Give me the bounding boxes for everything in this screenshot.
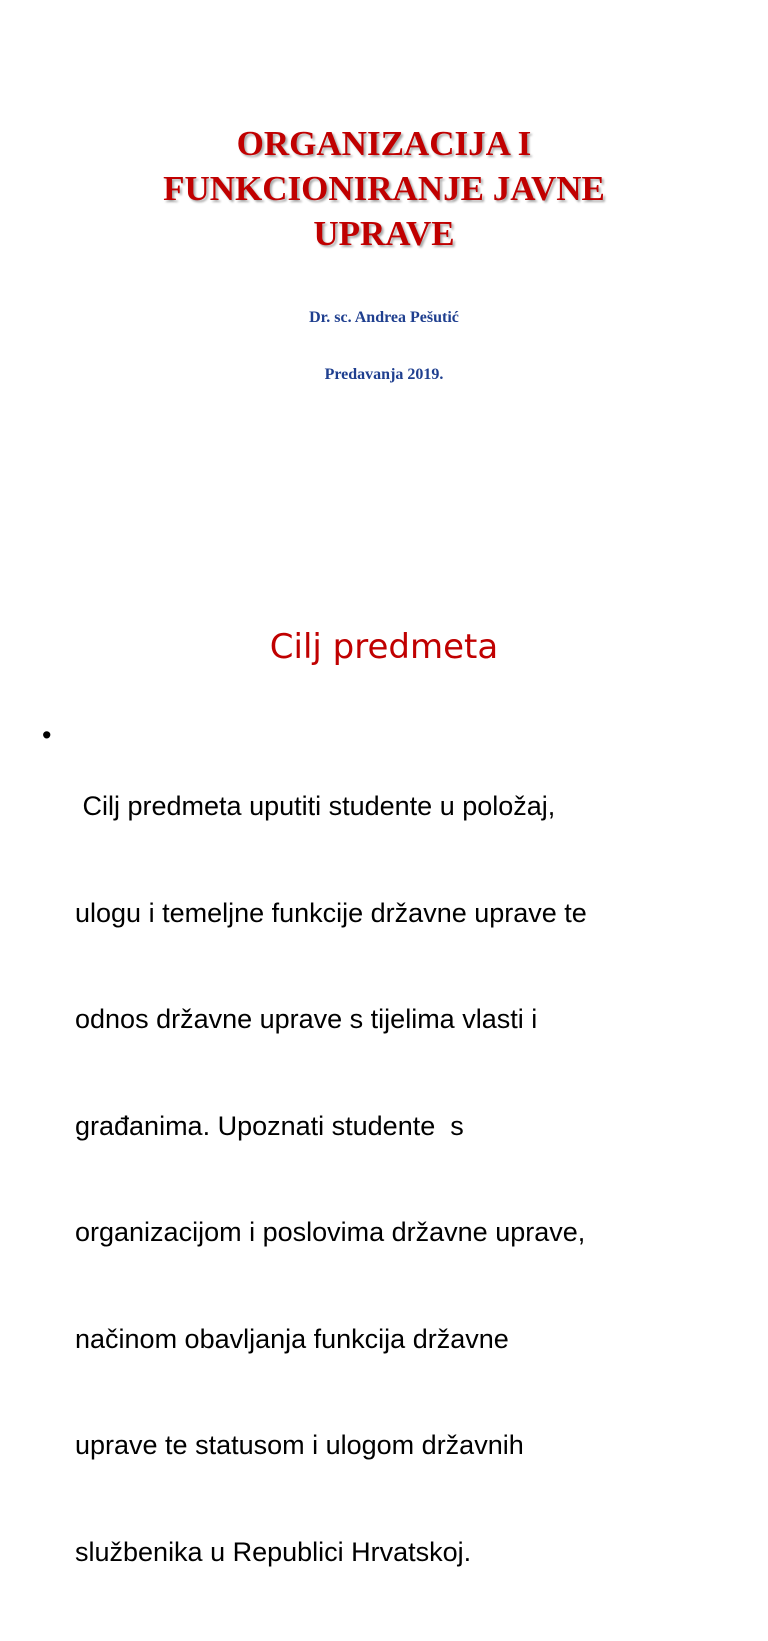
title-line-2: FUNKCIONIRANJE JAVNE xyxy=(163,169,605,208)
bullet-line-6: načinom obavljanja funkcija državne xyxy=(75,1323,509,1354)
title-line-3: UPRAVE xyxy=(313,214,455,253)
bullet-line-1: Cilj predmeta uputiti studente u položaj, xyxy=(75,791,556,821)
bullet-line-3: odnos državne uprave s tijelima vlasti i xyxy=(75,1004,538,1034)
lectures-year: Predavanja 2019. xyxy=(324,366,444,383)
bullet-line-2: ulogu i temeljne funkcije državne uprave te xyxy=(75,897,587,928)
slide-heading: Cilj predmeta xyxy=(269,627,499,667)
bullet-line-7: uprave te statusom i ulogom državnih xyxy=(75,1430,524,1460)
bullet-line-5: organizacijom i poslovima državne uprave, xyxy=(75,1217,586,1247)
bullet-icon: • xyxy=(42,720,52,750)
presentation-title xyxy=(0,121,768,256)
content-slide xyxy=(0,580,768,1567)
bullet-line-8: službenika u Republici Hrvatskoj. xyxy=(75,1536,472,1567)
list-item xyxy=(0,718,768,1641)
title-line-1: ORGANIZACIJA I xyxy=(236,124,532,163)
bullet-list xyxy=(0,718,768,1641)
bullet-line-4: građanima. Upoznati studente s xyxy=(75,1110,464,1141)
title-slide xyxy=(0,0,768,580)
bullet-text xyxy=(75,718,748,1641)
author-name: Dr. sc. Andrea Pešutić xyxy=(309,309,459,326)
